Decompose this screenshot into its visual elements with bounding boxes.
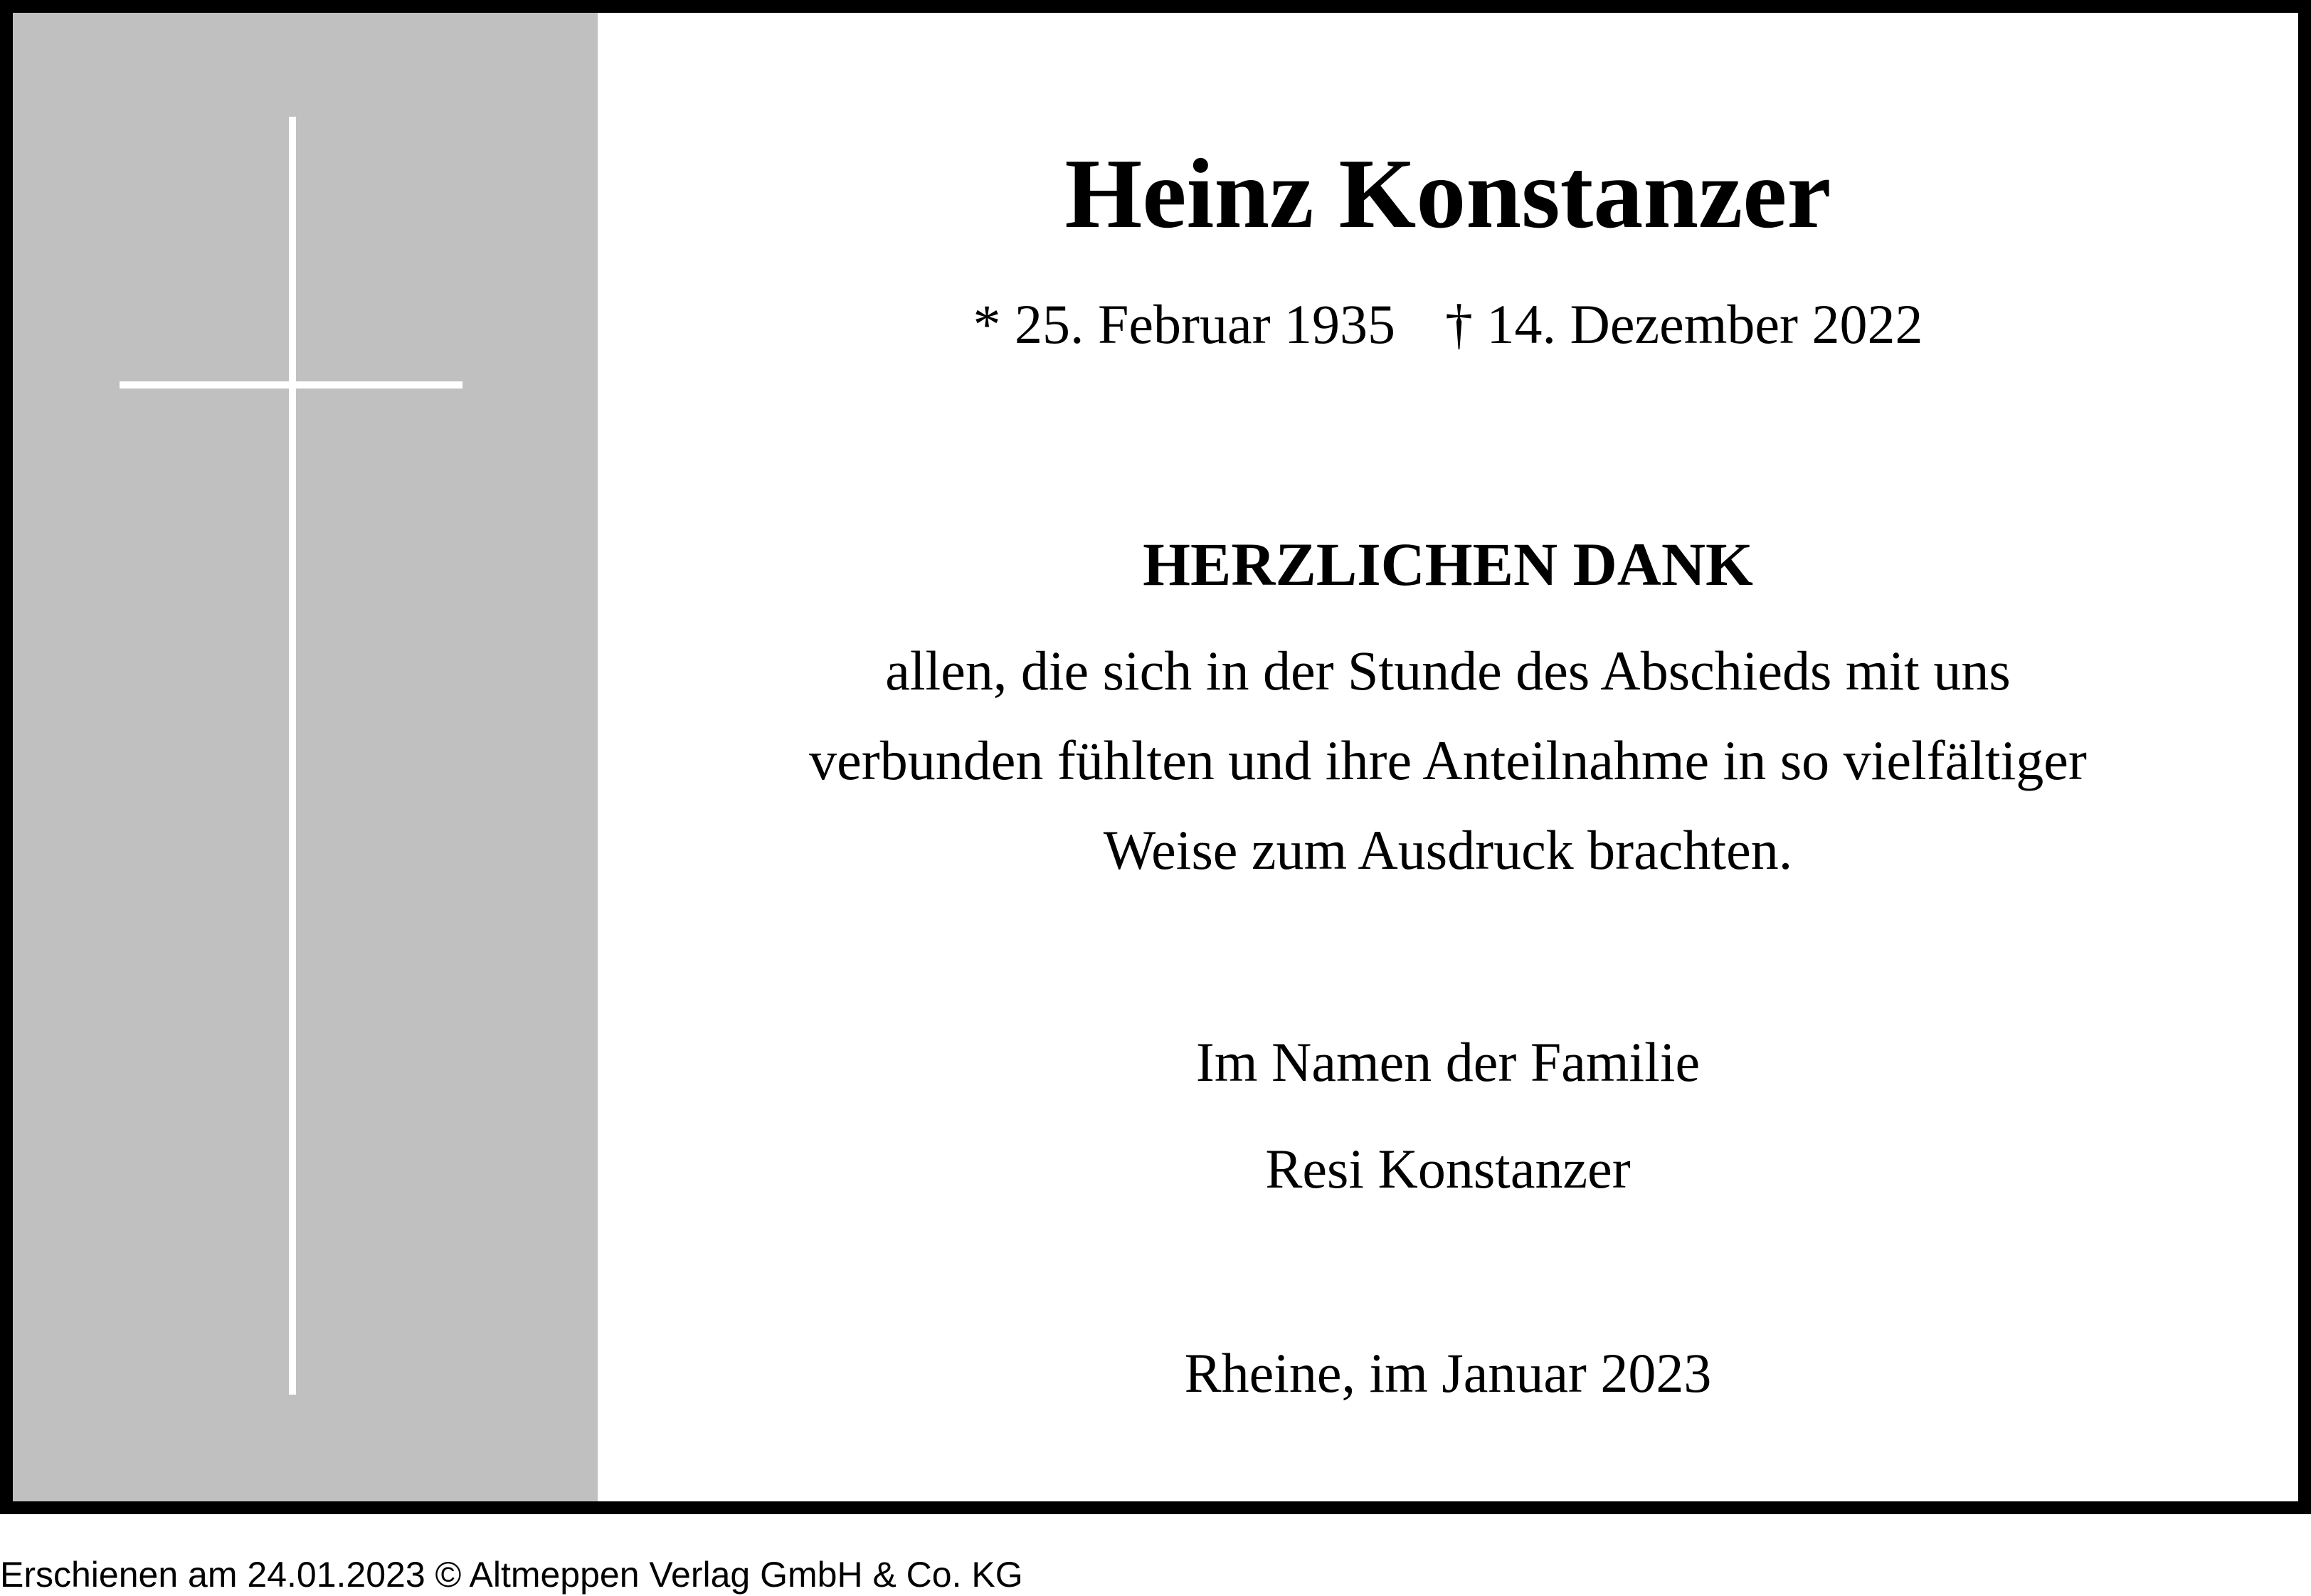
signer-name: Resi Konstanzer <box>1265 1138 1631 1200</box>
life-dates <box>598 289 2298 360</box>
birth-date: * 25. Februar 1935 <box>973 293 1396 355</box>
family-line: Im Namen der Familie <box>1195 1031 1701 1093</box>
deceased-name: Heinz Konstanzer <box>1064 139 1831 249</box>
cross-vertical-bar <box>289 117 296 1395</box>
thanks-text <box>598 626 2298 895</box>
death-date: † 14. Dezember 2022 <box>1445 293 1923 355</box>
notice-content <box>598 13 2298 1501</box>
cross-horizontal-bar <box>120 381 462 389</box>
thanks-line: allen, die sich in der Stunde des Abschieds mit uns <box>885 640 2011 702</box>
thanks-line: Weise zum Ausdruck brachten. <box>1103 819 1793 881</box>
place-date: Rheine, im Januar 2023 <box>1184 1342 1712 1404</box>
side-panel <box>13 13 598 1501</box>
thanks-line: verbunden fühlten und ihre Anteilnahme in so vielfältiger <box>809 729 2087 791</box>
publication-footer: Erschienen am 24.01.2023 © Altmeppen Verlag GmbH & Co. KG <box>0 1555 1023 1595</box>
thanks-heading: HERZLICHEN DANK <box>1143 530 1753 598</box>
